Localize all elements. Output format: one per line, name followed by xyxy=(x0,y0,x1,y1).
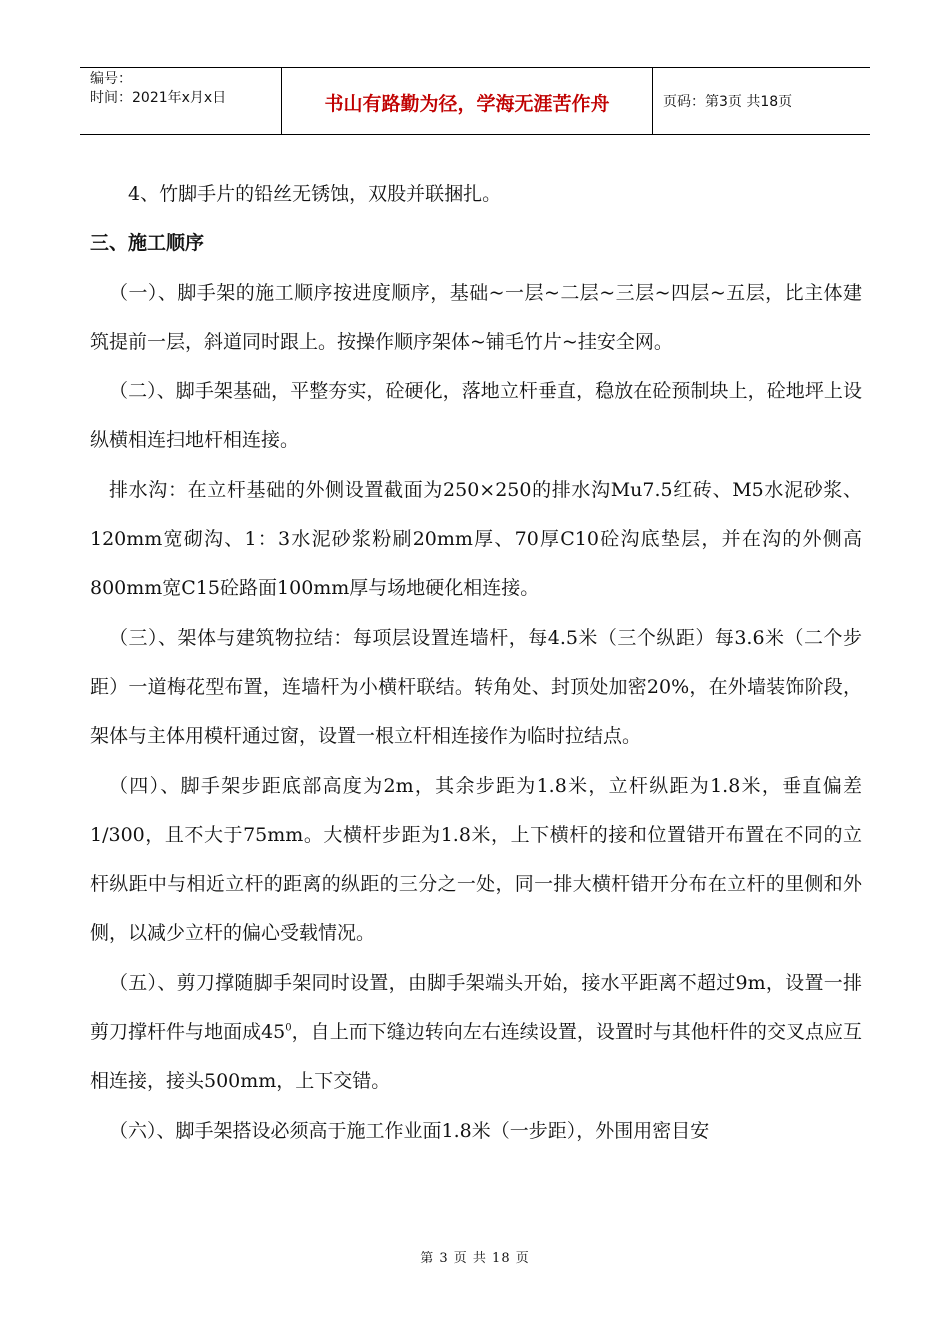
paragraph-5 xyxy=(90,959,862,1107)
list-item-4: 4、竹脚手片的铅丝无锈蚀，双股并联捆扎。 xyxy=(128,183,502,205)
document-body xyxy=(90,170,862,1156)
paragraph-4: （四）、脚手架步距底部高度为2m，其余步距为1.8米，立杆纵距为1.8米，垂直偏差1/300，且不大于75mm。大横杆步距为1.8米，上下横杆的接和位置错开布置在不同的立杆纵距中与相近立杆的距离的纵距的三分之一处，同一排大横杆错开分布在立杆的里侧和外侧，以减少立杆的偏心受载情况。 xyxy=(90,774,862,945)
header-motto: 书山有路勤为径，学海无涯苦作舟 xyxy=(282,68,653,134)
section-heading: 三、施工顺序 xyxy=(90,232,205,255)
document-time-label: 时间：2021年x月x日 xyxy=(90,90,227,106)
page-header xyxy=(80,67,870,135)
paragraph-5-text-a: （五）、剪刀撑随脚手架同时设置，由脚手架端头开始，接水平距离不超过9m，设置一排剪刀撑杆件与地面成45 xyxy=(90,971,862,1044)
header-page-number: 页码：第3页 共18页 xyxy=(663,94,793,110)
paragraph-5-text-b: ，自上而下缝边转向左右连续设置，设置时与其他杆件的交叉点应互相连接，接头500mm，上下交错。 xyxy=(90,1021,862,1093)
page-footer: 第 3 页 共 18 页 xyxy=(420,1251,530,1266)
document-number-label: 编号： xyxy=(90,71,132,87)
degree-superscript: 0 xyxy=(285,1022,292,1034)
paragraph-drainage: 排水沟：在立杆基础的外侧设置截面为250×250的排水沟Mu7.5红砖、M5水泥砂浆、120mm宽砌沟、1：3水泥砂浆粉刷20mm厚、70厚C10砼沟底垫层，并在沟的外侧高800mm宽C15砼路面100mm厚与场地硬化相连接。 xyxy=(90,478,862,600)
paragraph-3: （三）、架体与建筑物拉结：每项层设置连墙杆，每4.5米（三个纵距）每3.6米（二个步距）一道梅花型布置，连墙杆为小横杆联结。转角处、封顶处加密20%，在外墙装饰阶段，架体与主体用模杆通过窗，设置一根立杆相连接作为临时拉结点。 xyxy=(90,626,862,748)
paragraph-2: （二）、脚手架基础，平整夯实，砼硬化，落地立杆垂直，稳放在砼预制块上，砼地坪上设纵横相连扫地杆相连接。 xyxy=(90,380,862,452)
header-meta xyxy=(80,68,282,134)
paragraph-1: （一）、脚手架的施工顺序按进度顺序，基础~一层~二层~三层~四层~五层，比主体建筑提前一层，斜道同时跟上。按操作顺序架体~铺毛竹片~挂安全网。 xyxy=(90,281,862,353)
paragraph-6: （六）、脚手架搭设必须高于施工作业面1.8米（一步距），外围用密目安 xyxy=(109,1119,710,1142)
